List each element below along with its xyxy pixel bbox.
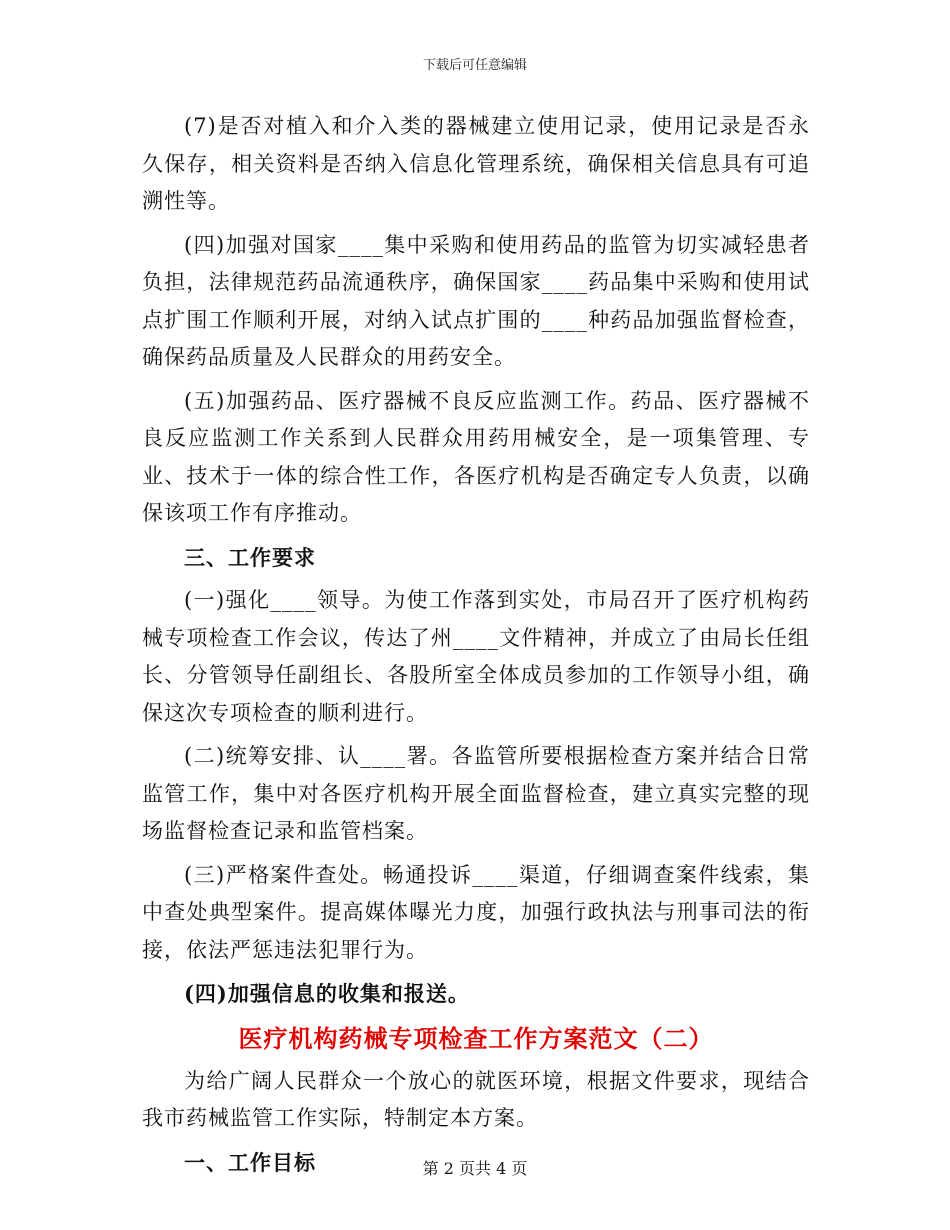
page-header: 下载后可任意编辑 — [422, 58, 527, 73]
requirement-item-1: (一)强化____领导。为使工作落到实处，市局召开了医疗机构药械专项检查工作会议，传达了州____文件精神，并成立了由局长任组长、分管领导任副组长、各股所室全体成员参加的工作领导小组，确保这次专项检查的顺利进行。 — [142, 588, 810, 725]
section-heading-work-goals: 一、工作目标 — [184, 1149, 316, 1175]
paragraph-section-4: (四)加强对国家____集中采购和使用药品的监管为切实减轻患者负担，法律规范药品流通秩序，确保国家____药品集中采购和使用试点扩围工作顺利开展，对纳入试点扩围的____种药品加强监督检查，确保药品质量及人民群众的用药安全。 — [142, 232, 810, 369]
paragraph-item-7: (7)是否对植入和介入类的器械建立使用记录，使用记录是否永久保存，相关资料是否纳入信息化管理系统，确保相关信息具有可追溯性等。 — [142, 114, 810, 213]
requirement-item-4: (四)加强信息的收集和报送。 — [184, 981, 470, 1006]
section-heading-work-requirements: 三、工作要求 — [184, 544, 316, 570]
document-title-two: 医疗机构药械专项检查工作方案范文（二） — [238, 1023, 714, 1053]
page-footer: 第 2 页共 4 页 — [422, 1159, 528, 1178]
paragraph-section-5: (五)加强药品、医疗器械不良反应监测工作。药品、医疗器械不良反应监测工作关系到人民群众用药用械安全，是一项集管理、专业、技术于一体的综合性工作，各医疗机构是否确定专人负责，以确保该项工作有序推动。 — [142, 388, 810, 525]
document-body — [142, 108, 810, 1187]
requirement-item-2: (二)统筹安排、认____署。各监管所要根据检查方案并结合日常监管工作，集中对各医疗机构开展全面监督检查，建立真实完整的现场监督检查记录和监管档案。 — [142, 744, 810, 843]
requirement-item-3: (三)严格案件查处。畅通投诉____渠道，仔细调查案件线索，集中查处典型案件。提高媒体曝光力度，加强行政执法与刑事司法的衔接，依法严惩违法犯罪行为。 — [142, 862, 810, 962]
doc2-intro: 为给广阔人民群众一个放心的就医环境，根据文件要求，现结合我市药械监管工作实际，特制定本方案。 — [142, 1068, 810, 1130]
